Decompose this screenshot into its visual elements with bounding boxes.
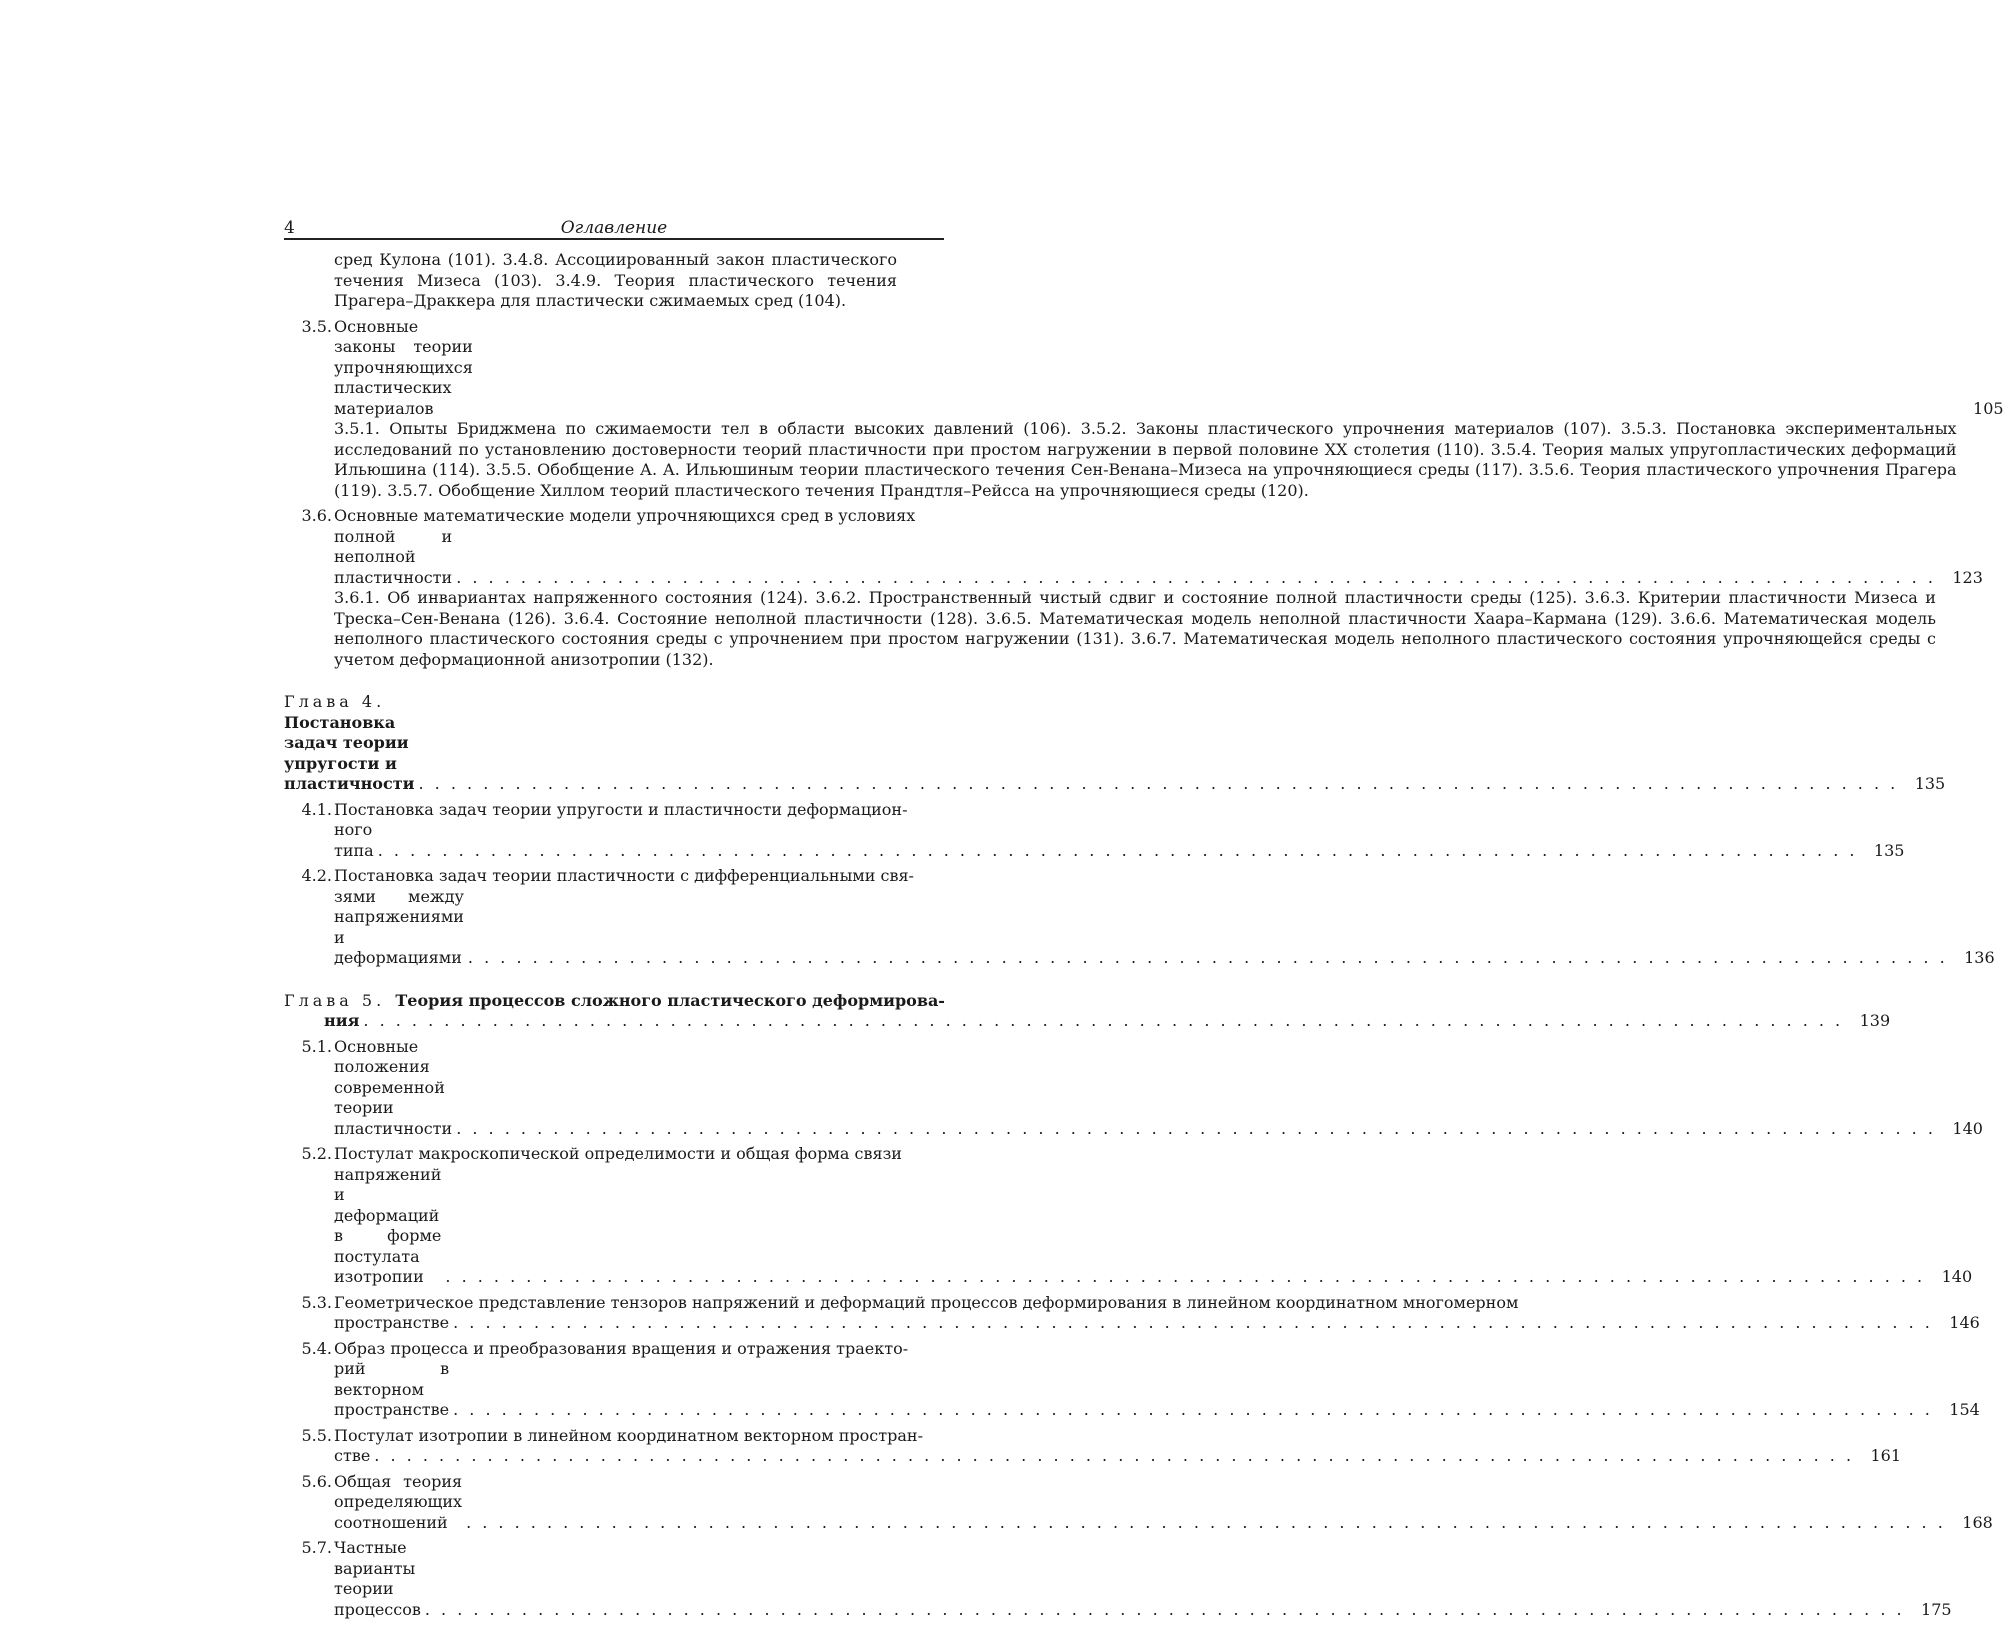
- toc-entry-title: Общая теория определяющих соотношений: [334, 1471, 463, 1532]
- toc-entry-number: 4.1.: [301, 799, 332, 819]
- toc-entry-page: 175: [1921, 1599, 1952, 1619]
- toc-entry-5-6[interactable]: [284, 1471, 1993, 1534]
- chapter-title-cont: ния: [324, 1011, 360, 1030]
- toc-entry-title-cont: ного типа: [334, 820, 374, 860]
- toc-entry-title: Частные варианты теории процессов: [334, 1538, 421, 1619]
- running-head: [284, 212, 944, 240]
- leader-dots: [374, 841, 1858, 862]
- toc-entry-5-5[interactable]: [284, 1425, 1902, 1467]
- toc-subsections: 3.5.1. Опыты Бриджмена по сжимаемости тел в области высоких давлений (106). 3.5.2. Законы пластического упрочнения материалов (107). 3.5.3. Постановка экспериментальных исследований по установлению достоверности теорий пластичности при простом нагружении в первой половине XX столетия (110). 3.5.4. Теория малых упругопластических деформаций Ильюшина (114). 3.5.5. Обобщение А. А. Ильюшиным теории пластического течения Сен-Венана–Мизеса на упрочняющиеся среды (117). 3.5.6. Теория пластического упрочнения Прагера (119). 3.5.7. Обобщение Хиллом теорий пластического течения Прандтля–Рейсса на упрочняющиеся среды (120).: [334, 419, 1957, 500]
- toc-entry-title: Основные законы теории упрочняющихся пластических материалов: [334, 316, 473, 418]
- toc-entry-page: 135: [1873, 840, 1905, 860]
- toc-entry-title: Основные положения современной теории пластичности: [334, 1036, 453, 1138]
- toc-entry-number: 5.5.: [301, 1425, 332, 1445]
- toc-entry-page: 168: [1962, 1512, 1993, 1532]
- chapter-title: Теория процессов сложного пластического деформирова-: [395, 990, 945, 1010]
- toc-entry-5-2[interactable]: [284, 1144, 1973, 1288]
- toc-entry-title-cont: пространстве: [334, 1313, 450, 1332]
- toc-entry-5-7[interactable]: [284, 1538, 1952, 1620]
- toc-entry-title: Постановка задач теории упругости и пластичности деформацион-: [334, 799, 908, 819]
- toc-entry-title: Постулат изотропии в линейном координатном векторном простран-: [334, 1425, 923, 1445]
- toc-entry-number: 3.6.: [301, 506, 332, 525]
- chapter-label: Глава 4.: [284, 692, 386, 711]
- leader-dots: [449, 1400, 1933, 1421]
- toc-entry-5-3[interactable]: [284, 1292, 1980, 1334]
- leader-dots: [441, 1267, 1925, 1288]
- chapter-page: 139: [1859, 1011, 1891, 1030]
- toc-entry-title: Постулат макроскопической определимости и общая форма связи: [334, 1144, 902, 1163]
- toc-continuation: сред Кулона (101). 3.4.8. Ассоциированный закон пластического течения Мизеса (103). 3.4.9. Теория пластического течения Прагера–Драккера для пластически сжимаемых сред (104).: [334, 250, 897, 310]
- toc-subsections: 3.6.1. Об инвариантах напряженного состояния (124). 3.6.2. Пространственный чистый сдвиг и состояние полной пластичности среды (125). 3.6.3. Критерии пластичности Мизеса и Треска–Сен-Венана (126). 3.6.4. Состояние неполной пластичности (128). 3.6.5. Математическая модель неполной пластичности Хаара–Кармана (129). 3.6.6. Математическая модель неполного пластического состояния среды с упрочнением при простом нагружении (131). 3.6.7. Математическая модель неполного пластического состояния упрочняющейся среды с учетом деформационной анизотропии (132).: [334, 588, 1936, 669]
- table-of-contents: [284, 250, 2004, 1620]
- toc-entry-title-cont: полной и неполной пластичности: [334, 526, 453, 587]
- toc-entry-page: 123: [1952, 567, 1983, 587]
- toc-entry-title-cont: стве: [334, 1446, 371, 1465]
- toc-entry-title: Образ процесса и преобразования вращения и отражения траекто-: [334, 1338, 909, 1358]
- toc-entry-3-6[interactable]: [284, 506, 1983, 670]
- toc-entry-page: 140: [1941, 1267, 1973, 1286]
- chapter-page: 135: [1914, 774, 1946, 793]
- toc-entry-number: 4.2.: [301, 866, 332, 885]
- running-title: Оглавление: [560, 218, 668, 238]
- leader-dots: [359, 1011, 1843, 1032]
- toc-entry-page: 161: [1870, 1446, 1902, 1465]
- toc-entry-title: Постановка задач теории пластичности с дифференциальными свя-: [334, 866, 914, 885]
- toc-entry-page: 154: [1949, 1400, 1980, 1419]
- leader-dots: [452, 568, 1936, 589]
- toc-chapter-5[interactable]: [284, 990, 1891, 1032]
- toc-entry-5-1[interactable]: [284, 1036, 1983, 1140]
- toc-entry-number: 5.6.: [301, 1471, 332, 1491]
- chapter-label: Глава 5.: [284, 990, 386, 1010]
- toc-entry-5-4[interactable]: [284, 1338, 1980, 1421]
- toc-entry-title-cont: зями между напряжениями и деформациями: [334, 886, 464, 967]
- leader-dots: [415, 774, 1899, 795]
- toc-entry-page: 140: [1952, 1118, 1983, 1138]
- toc-entry-number: 5.4.: [301, 1338, 332, 1358]
- toc-entry-3-5[interactable]: [284, 316, 2004, 502]
- toc-entry-number: 5.3.: [301, 1292, 332, 1312]
- toc-entry-page: 136: [1964, 948, 1995, 967]
- toc-entry-title-cont: напряжений и деформаций в форме постулата изотропии: [334, 1164, 442, 1286]
- toc-entry-4-1[interactable]: [284, 799, 1905, 862]
- toc-entry-title: Геометрическое представление тензоров напряжений и деформаций процессов деформирования в линейном координатном многомерном: [334, 1292, 1519, 1312]
- toc-chapter-4[interactable]: [284, 692, 1946, 795]
- leader-dots: [464, 948, 1948, 969]
- leader-dots: [370, 1446, 1854, 1467]
- leader-dots: [462, 1513, 1946, 1534]
- leader-dots: [449, 1313, 1933, 1334]
- leader-dots: [421, 1600, 1905, 1621]
- toc-entry-page: 146: [1949, 1313, 1980, 1332]
- leader-dots: [452, 1119, 1936, 1140]
- toc-entry-number: 5.7.: [301, 1538, 332, 1557]
- toc-entry-title-cont: рий в векторном пространстве: [334, 1359, 450, 1419]
- toc-entry-number: 3.5.: [301, 316, 332, 336]
- toc-entry-title: Основные математические модели упрочняющихся сред в условиях: [334, 506, 916, 525]
- page-number: 4: [284, 218, 295, 238]
- toc-page: [284, 212, 2004, 1620]
- toc-entry-page: 105: [1973, 398, 2004, 418]
- toc-entry-4-2[interactable]: [284, 866, 1995, 969]
- chapter-title: Постановка задач теории упругости и пластичности: [284, 712, 415, 793]
- toc-entry-number: 5.1.: [301, 1036, 332, 1056]
- toc-entry-number: 5.2.: [301, 1144, 332, 1163]
